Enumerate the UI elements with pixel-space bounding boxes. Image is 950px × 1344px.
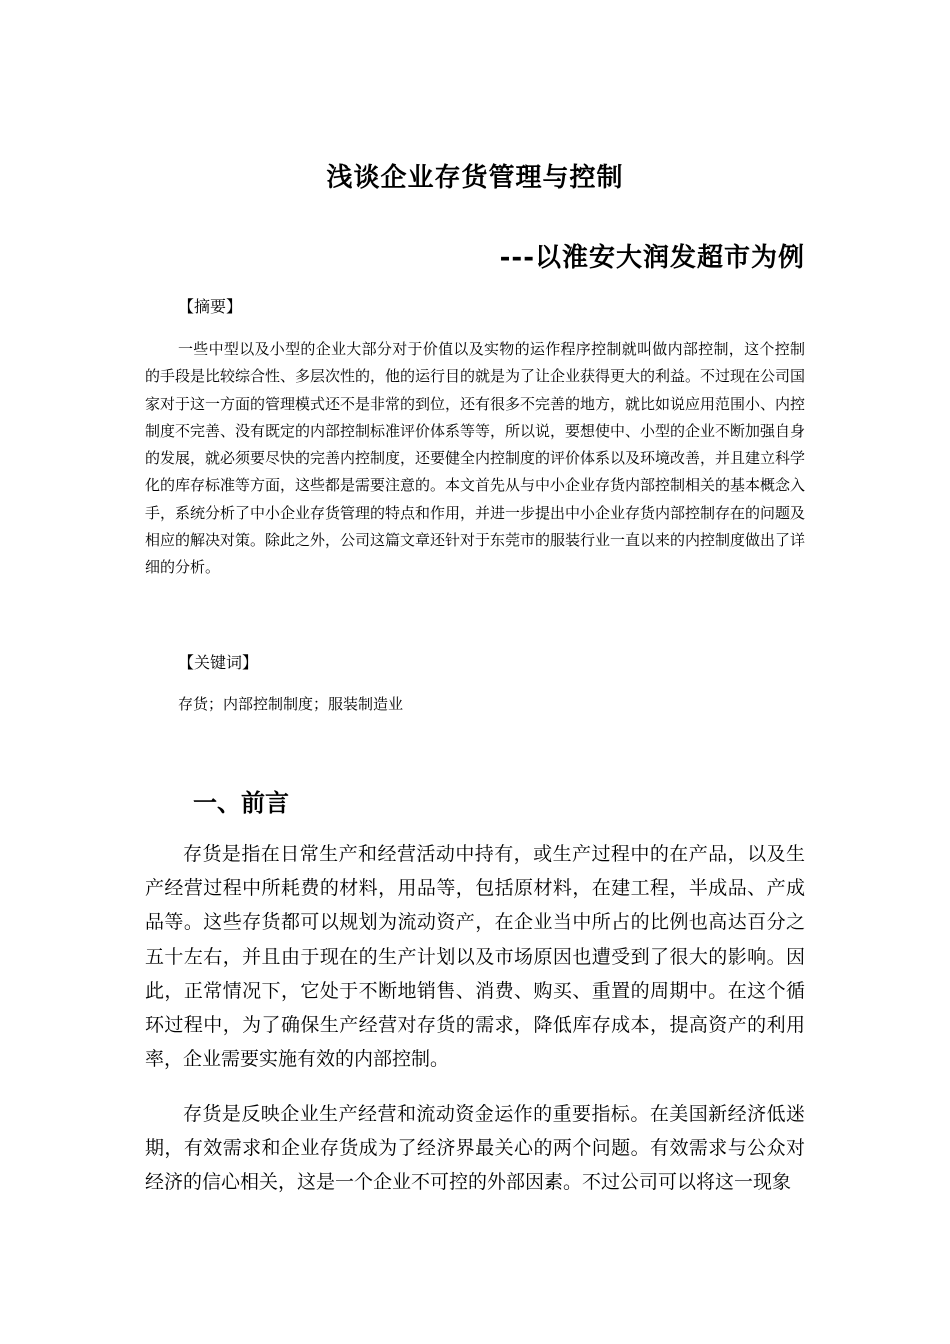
keywords-label: 【关键词】 [178, 653, 259, 672]
document-subtitle: ---以淮安大润发超市为例 [499, 243, 805, 273]
abstract-text: 一些中型以及小型的企业大部分对于价值以及实物的运作程序控制就叫做内部控制，这个控制的手段是比较综合性、多层次性的，他的运行目的就是为了让企业获得更大的利益。不过现在公司国家对于这一方面的管理模式还不是非常的到位，还有很多不完善的地方，就比如说应用范围小、内控制度不完善、没有既定的内部控制标准评价体系等等，所以说，要想使中、小型的企业不断加强自身的发展，就必须要尽快的完善内控制度，还要健全内控制度的评价体系以及环境改善，并且建立科学化的库存标准等方面，这些都是需要注意的。本文首先从与中小企业存货内部控制相关的基本概念入手，系统分析了中小企业存货管理的特点和作用，并进一步提出中小企业存货内部控制存在的问题及相应的解决对策。除此之外，公司这篇文章还针对于东莞市的服装行业一直以来的内控制度做出了详细的分析。 [145, 340, 806, 577]
document-title: 浅谈企业存货管理与控制 [326, 163, 624, 193]
body-paragraph: 存货是反映企业生产经营和流动资金运作的重要指标。在美国新经济低迷期，有效需求和企业存货成为了经济界最关心的两个问题。有效需求与公众对经济的信心相关，这是一个企业不可控的外部因素。不过公司可以将这一现象 [145, 1103, 805, 1194]
body-paragraph: 存货是指在日常生产和经营活动中持有，或生产过程中的在产品，以及生产经营过程中所耗费的材料，用品等，包括原材料，在建工程，半成品、产成品等。这些存货都可以规划为流动资产，在企业当中所占的比例也高达百分之五十左右，并且由于现在的生产计划以及市场原因也遭受到了很大的影响。因此，正常情况下，它处于不断地销售、消费、购买、重置的周期中。在这个循环过程中，为了确保生产经营对存货的需求，降低库存成本，提高资产的利用率，企业需要实施有效的内部控制。 [145, 843, 805, 1071]
abstract-label: 【摘要】 [178, 297, 243, 316]
keywords-text: 存货；内部控制制度；服装制造业 [178, 695, 404, 713]
section-heading-preface: 一、前言 [193, 789, 289, 817]
